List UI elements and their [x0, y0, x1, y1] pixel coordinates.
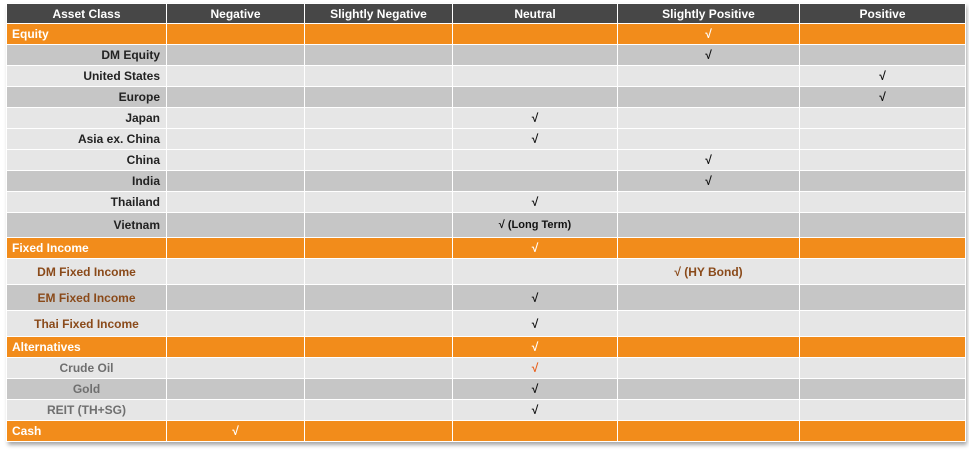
- row-label: Japan: [7, 108, 167, 129]
- cell-positive: [800, 45, 966, 66]
- cell-slightly-negative: [305, 45, 453, 66]
- cell-negative: [167, 87, 305, 108]
- cell-slightly-negative: [305, 192, 453, 213]
- cell-positive: [800, 421, 966, 442]
- row-label: Gold: [7, 379, 167, 400]
- cell-positive: [800, 129, 966, 150]
- table-row: [7, 311, 966, 337]
- cell-slightly-positive: √: [618, 171, 800, 192]
- cell-positive: √: [800, 66, 966, 87]
- header-row: [7, 4, 966, 24]
- row-label: Cash: [7, 421, 167, 442]
- table-row: [7, 87, 966, 108]
- row-label: Crude Oil: [7, 358, 167, 379]
- cell-slightly-positive: [618, 66, 800, 87]
- cell-slightly-negative: [305, 66, 453, 87]
- cell-positive: [800, 311, 966, 337]
- row-label: China: [7, 150, 167, 171]
- cell-slightly-negative: [305, 87, 453, 108]
- cell-slightly-negative: [305, 421, 453, 442]
- cell-neutral: √: [453, 337, 618, 358]
- cell-slightly-negative: [305, 379, 453, 400]
- cell-positive: [800, 213, 966, 238]
- cell-slightly-positive: [618, 108, 800, 129]
- cell-neutral: √: [453, 285, 618, 311]
- cell-negative: [167, 358, 305, 379]
- cell-positive: [800, 400, 966, 421]
- table-row: [7, 24, 966, 45]
- cell-neutral: √: [453, 238, 618, 259]
- cell-slightly-positive: [618, 379, 800, 400]
- row-label: REIT (TH+SG): [7, 400, 167, 421]
- row-label: Asia ex. China: [7, 129, 167, 150]
- cell-negative: [167, 285, 305, 311]
- cell-slightly-positive: [618, 213, 800, 238]
- row-label: Europe: [7, 87, 167, 108]
- cell-positive: [800, 108, 966, 129]
- cell-slightly-negative: [305, 337, 453, 358]
- cell-slightly-positive: √ (HY Bond): [618, 259, 800, 285]
- table-row: [7, 171, 966, 192]
- header-positive: Positive: [800, 4, 966, 24]
- header-slightly-positive: Slightly Positive: [618, 4, 800, 24]
- cell-negative: [167, 400, 305, 421]
- cell-negative: [167, 150, 305, 171]
- cell-neutral: √: [453, 129, 618, 150]
- cell-slightly-positive: [618, 129, 800, 150]
- table-row: [7, 379, 966, 400]
- cell-negative: [167, 311, 305, 337]
- cell-neutral: [453, 259, 618, 285]
- table-row: [7, 238, 966, 259]
- cell-positive: [800, 285, 966, 311]
- row-label: Alternatives: [7, 337, 167, 358]
- cell-slightly-positive: [618, 311, 800, 337]
- cell-neutral: [453, 24, 618, 45]
- cell-positive: [800, 337, 966, 358]
- header-neutral: Neutral: [453, 4, 618, 24]
- cell-positive: [800, 24, 966, 45]
- cell-slightly-positive: [618, 192, 800, 213]
- row-label: DM Fixed Income: [7, 259, 167, 285]
- cell-neutral: √: [453, 400, 618, 421]
- cell-positive: [800, 379, 966, 400]
- header-negative: Negative: [167, 4, 305, 24]
- cell-negative: [167, 45, 305, 66]
- cell-slightly-positive: [618, 358, 800, 379]
- cell-neutral: [453, 421, 618, 442]
- cell-negative: [167, 129, 305, 150]
- cell-negative: √: [167, 421, 305, 442]
- row-label: Equity: [7, 24, 167, 45]
- cell-neutral: √: [453, 311, 618, 337]
- cell-slightly-negative: [305, 358, 453, 379]
- cell-negative: [167, 379, 305, 400]
- cell-positive: [800, 238, 966, 259]
- table-row: [7, 213, 966, 238]
- cell-neutral: √ (Long Term): [453, 213, 618, 238]
- row-label: EM Fixed Income: [7, 285, 167, 311]
- cell-slightly-positive: [618, 421, 800, 442]
- cell-neutral: [453, 171, 618, 192]
- table-row: [7, 358, 966, 379]
- table-row: [7, 400, 966, 421]
- table-row: [7, 192, 966, 213]
- table-row: [7, 259, 966, 285]
- table-row: [7, 285, 966, 311]
- cell-negative: [167, 66, 305, 87]
- row-label: Thai Fixed Income: [7, 311, 167, 337]
- cell-positive: [800, 171, 966, 192]
- table-row: [7, 45, 966, 66]
- table-row: [7, 66, 966, 87]
- cell-neutral: [453, 87, 618, 108]
- cell-slightly-negative: [305, 311, 453, 337]
- cell-slightly-positive: [618, 238, 800, 259]
- cell-neutral: [453, 150, 618, 171]
- table-row: [7, 337, 966, 358]
- cell-slightly-positive: [618, 337, 800, 358]
- cell-neutral: √: [453, 358, 618, 379]
- cell-negative: [167, 238, 305, 259]
- row-label: Fixed Income: [7, 238, 167, 259]
- cell-negative: [167, 171, 305, 192]
- header-asset-class: Asset Class: [7, 4, 167, 24]
- cell-slightly-negative: [305, 400, 453, 421]
- cell-slightly-negative: [305, 129, 453, 150]
- row-label: DM Equity: [7, 45, 167, 66]
- cell-slightly-positive: [618, 285, 800, 311]
- table-row: [7, 108, 966, 129]
- cell-slightly-negative: [305, 259, 453, 285]
- cell-slightly-negative: [305, 24, 453, 45]
- cell-neutral: √: [453, 379, 618, 400]
- cell-neutral: [453, 45, 618, 66]
- cell-slightly-positive: [618, 400, 800, 421]
- cell-negative: [167, 192, 305, 213]
- asset-allocation-table: [6, 3, 966, 442]
- cell-slightly-negative: [305, 150, 453, 171]
- cell-positive: [800, 259, 966, 285]
- cell-negative: [167, 108, 305, 129]
- cell-neutral: [453, 66, 618, 87]
- cell-positive: [800, 192, 966, 213]
- row-label: Vietnam: [7, 213, 167, 238]
- cell-slightly-positive: √: [618, 24, 800, 45]
- cell-negative: [167, 24, 305, 45]
- cell-slightly-positive: [618, 87, 800, 108]
- cell-slightly-negative: [305, 238, 453, 259]
- cell-slightly-negative: [305, 108, 453, 129]
- cell-positive: [800, 358, 966, 379]
- cell-negative: [167, 259, 305, 285]
- table-row: [7, 150, 966, 171]
- cell-neutral: √: [453, 192, 618, 213]
- cell-positive: √: [800, 87, 966, 108]
- row-label: United States: [7, 66, 167, 87]
- cell-negative: [167, 337, 305, 358]
- cell-slightly-positive: √: [618, 45, 800, 66]
- cell-negative: [167, 213, 305, 238]
- cell-positive: [800, 150, 966, 171]
- table-row: [7, 421, 966, 442]
- cell-neutral: √: [453, 108, 618, 129]
- row-label: India: [7, 171, 167, 192]
- asset-allocation-table-container: [6, 3, 965, 442]
- header-slightly-negative: Slightly Negative: [305, 4, 453, 24]
- cell-slightly-positive: √: [618, 150, 800, 171]
- cell-slightly-negative: [305, 213, 453, 238]
- row-label: Thailand: [7, 192, 167, 213]
- table-row: [7, 129, 966, 150]
- cell-slightly-negative: [305, 171, 453, 192]
- cell-slightly-negative: [305, 285, 453, 311]
